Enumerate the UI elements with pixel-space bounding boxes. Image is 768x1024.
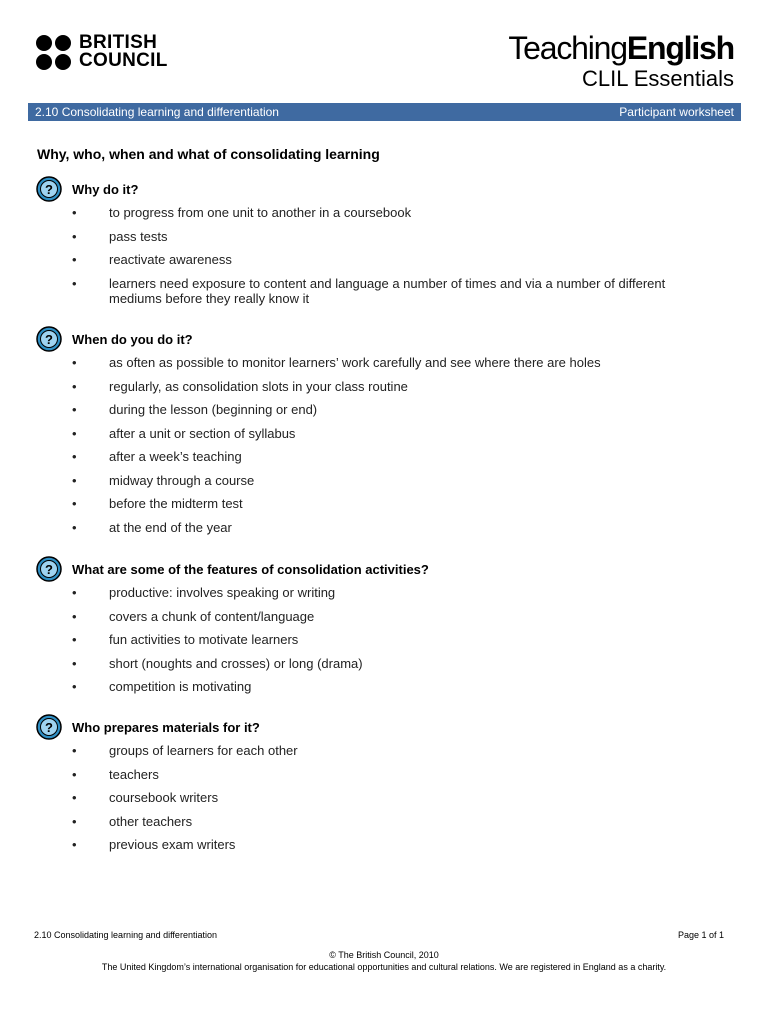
copyright: © The British Council, 2010	[329, 950, 439, 960]
list-item: • coursebook writers	[36, 790, 298, 814]
svg-text:?: ?	[45, 720, 53, 735]
teaching-english-logo	[508, 30, 734, 92]
bullet-list	[36, 743, 298, 861]
list-item: • at the end of the year	[36, 520, 601, 544]
question-mark-icon	[36, 176, 62, 202]
teaching-english-wordmark	[508, 30, 734, 66]
list-item: • learners need exposure to content and language a number of times and via a number of different mediums before they really know it	[36, 276, 709, 306]
svg-text:?: ?	[45, 332, 53, 347]
charity-statement: The United Kingdom’s international organisation for educational opportunities and cultural relations. We are registered in England as a charity.	[101, 962, 667, 972]
list-item: • covers a chunk of content/language	[36, 609, 429, 633]
question-mark-icon	[36, 556, 62, 582]
question-section	[36, 714, 298, 861]
question-text: Why do it?	[72, 181, 139, 197]
footer-section-title: 2.10 Consolidating learning and differentiation	[34, 930, 217, 940]
question-text: Who prepares materials for it?	[72, 719, 260, 735]
question-text: What are some of the features of consolidation activities?	[72, 561, 429, 577]
british-council-logo	[36, 34, 168, 70]
question-section	[36, 176, 709, 306]
list-item: • other teachers	[36, 814, 298, 838]
list-item: • previous exam writers	[36, 837, 298, 861]
list-item: • reactivate awareness	[36, 252, 709, 276]
list-item: • as often as possible to monitor learners’ work carefully and see where there are holes	[36, 355, 601, 379]
svg-text:?: ?	[45, 562, 53, 577]
question-row	[36, 326, 601, 352]
worksheet-type: Participant worksheet	[619, 105, 734, 119]
question-row	[36, 556, 429, 582]
list-item: • competition is motivating	[36, 679, 429, 703]
list-item: • regularly, as consolidation slots in your class routine	[36, 379, 601, 403]
list-item: • short (noughts and crosses) or long (drama)	[36, 656, 429, 680]
list-item: • groups of learners for each other	[36, 743, 298, 767]
list-item: • fun activities to motivate learners	[36, 632, 429, 656]
question-text: When do you do it?	[72, 331, 193, 347]
list-item: • pass tests	[36, 229, 709, 253]
bullet-list	[36, 355, 601, 543]
question-row	[36, 176, 709, 202]
brand-suffix: English	[626, 30, 734, 66]
question-mark-icon	[36, 714, 62, 740]
svg-text:?: ?	[45, 182, 53, 197]
list-item: • during the lesson (beginning or end)	[36, 402, 601, 426]
list-item: • productive: involves speaking or writing	[36, 585, 429, 609]
page-number: Page 1 of 1	[677, 930, 724, 940]
logo-dots-icon	[36, 35, 71, 70]
question-row	[36, 714, 298, 740]
question-mark-icon	[36, 326, 62, 352]
page-title: Why, who, when and what of consolidating learning	[37, 146, 380, 162]
british-council-wordmark: BRITISH COUNCIL	[79, 32, 168, 71]
question-section	[36, 556, 429, 703]
section-bar	[28, 103, 741, 121]
question-section	[36, 326, 601, 543]
list-item: • midway through a course	[36, 473, 601, 497]
section-title: 2.10 Consolidating learning and differentiation	[35, 105, 279, 119]
list-item: • before the midterm test	[36, 496, 601, 520]
bullet-list	[36, 585, 429, 703]
bullet-list	[36, 205, 709, 306]
list-item: • after a unit or section of syllabus	[36, 426, 601, 450]
list-item: • to progress from one unit to another in a coursebook	[36, 205, 709, 229]
product-name: CLIL Essentials	[581, 66, 734, 91]
brand-prefix: Teaching	[508, 30, 627, 66]
list-item: • after a week’s teaching	[36, 449, 601, 473]
list-item: • teachers	[36, 767, 298, 791]
